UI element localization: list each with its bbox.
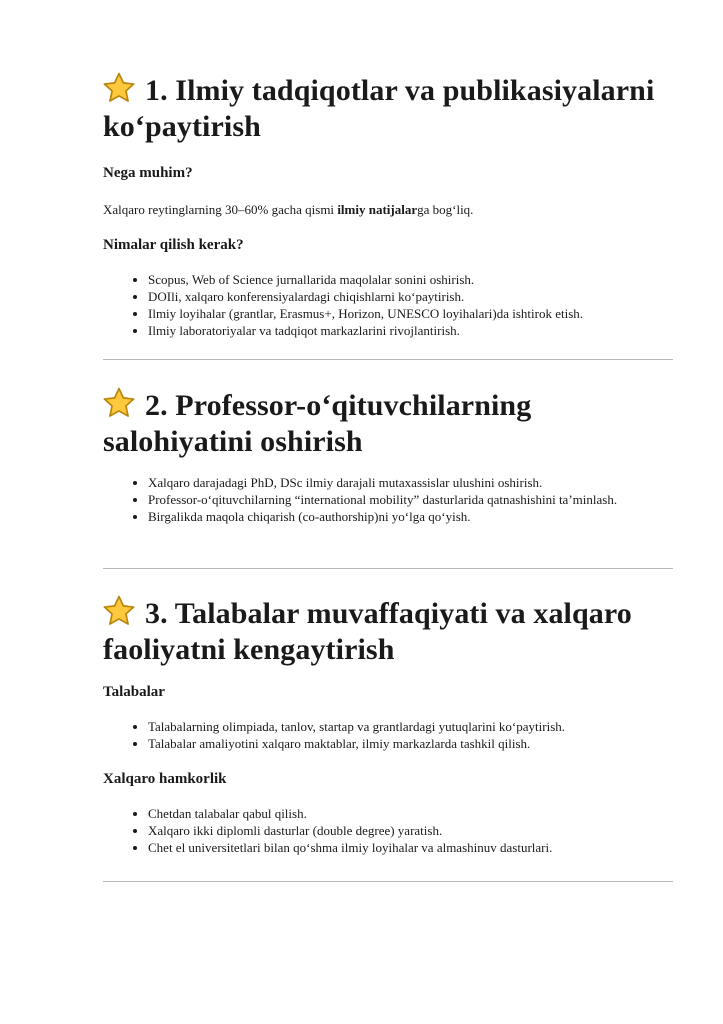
list-item: • DOIli, xalqaro konferensiyalardagi chiqishlarni ko‘paytirish. <box>148 288 673 305</box>
section-2-list <box>103 474 673 525</box>
list-item: • Chet el universitetlari bilan qo‘shma ilmiy loyihalar va almashinuv dasturlari. <box>148 839 673 856</box>
section-1-heading <box>103 71 673 145</box>
divider <box>103 359 673 360</box>
list-item: • Xalqaro darajadagi PhD, DSc ilmiy darajali mutaxassislar ulushini oshirish. <box>148 474 623 491</box>
section-3-heading <box>103 594 673 668</box>
list-item: • Ilmiy laboratoriyalar va tadqiqot markazlarini rivojlantirish. <box>148 322 673 339</box>
intl-list <box>103 805 673 856</box>
why-text-part: Xalqaro reytinglarning 30–60% gacha qismi <box>103 202 338 217</box>
why-label: Nega muhim? <box>103 165 193 181</box>
why-text <box>103 201 673 218</box>
section-2 <box>103 386 673 525</box>
section-2-heading <box>103 386 673 460</box>
section-3 <box>103 594 673 856</box>
list-item: • Professor-o‘qituvchilarning “international mobility” dasturlarida qatnashishini ta’minlash. <box>148 491 623 508</box>
why-text-bold: ilmiy natijalar <box>337 202 418 217</box>
star-icon <box>101 386 137 420</box>
list-item: • Ilmiy loyihalar (grantlar, Erasmus+, Horizon, UNESCO loyihalari)da ishtirok etish. <box>148 305 673 322</box>
section-3-heading-text: 3. Talabalar muvaffaqiyati va xalqaro faoliyatni kengaytirish <box>103 597 632 666</box>
star-icon <box>101 594 137 628</box>
list-item: • Scopus, Web of Science jurnallarida maqolalar sonini oshirish. <box>148 271 673 288</box>
list-item: • Birgalikda maqola chiqarish (co-authorship)ni yo‘lga qo‘yish. <box>148 508 623 525</box>
students-list <box>103 718 673 752</box>
divider <box>103 568 673 569</box>
list-item: • Talabalarning olimpiada, tanlov, startap va grantlardagi yutuqlarini ko‘paytirish. <box>148 718 673 735</box>
todo-list <box>103 271 673 339</box>
section-1-heading-text: 1. Ilmiy tadqiqotlar va publikasiyalarni ko‘paytirish <box>103 74 655 143</box>
section-2-heading-text: 2. Professor-o‘qituvchilarning salohiyatini oshirish <box>103 389 532 458</box>
list-item: • Talabalar amaliyotini xalqaro maktablar, ilmiy markazlarda tashkil qilish. <box>148 735 673 752</box>
list-item: • Chetdan talabalar qabul qilish. <box>148 805 673 822</box>
students-label: Talabalar <box>103 684 165 700</box>
list-item: • Xalqaro ikki diplomli dasturlar (double degree) yaratish. <box>148 822 673 839</box>
todo-label: Nimalar qilish kerak? <box>103 237 244 253</box>
intl-label: Xalqaro hamkorlik <box>103 771 227 787</box>
section-1 <box>103 71 673 339</box>
star-icon <box>101 71 137 105</box>
divider <box>103 881 673 882</box>
why-text-part: ga bog‘liq. <box>417 202 474 217</box>
